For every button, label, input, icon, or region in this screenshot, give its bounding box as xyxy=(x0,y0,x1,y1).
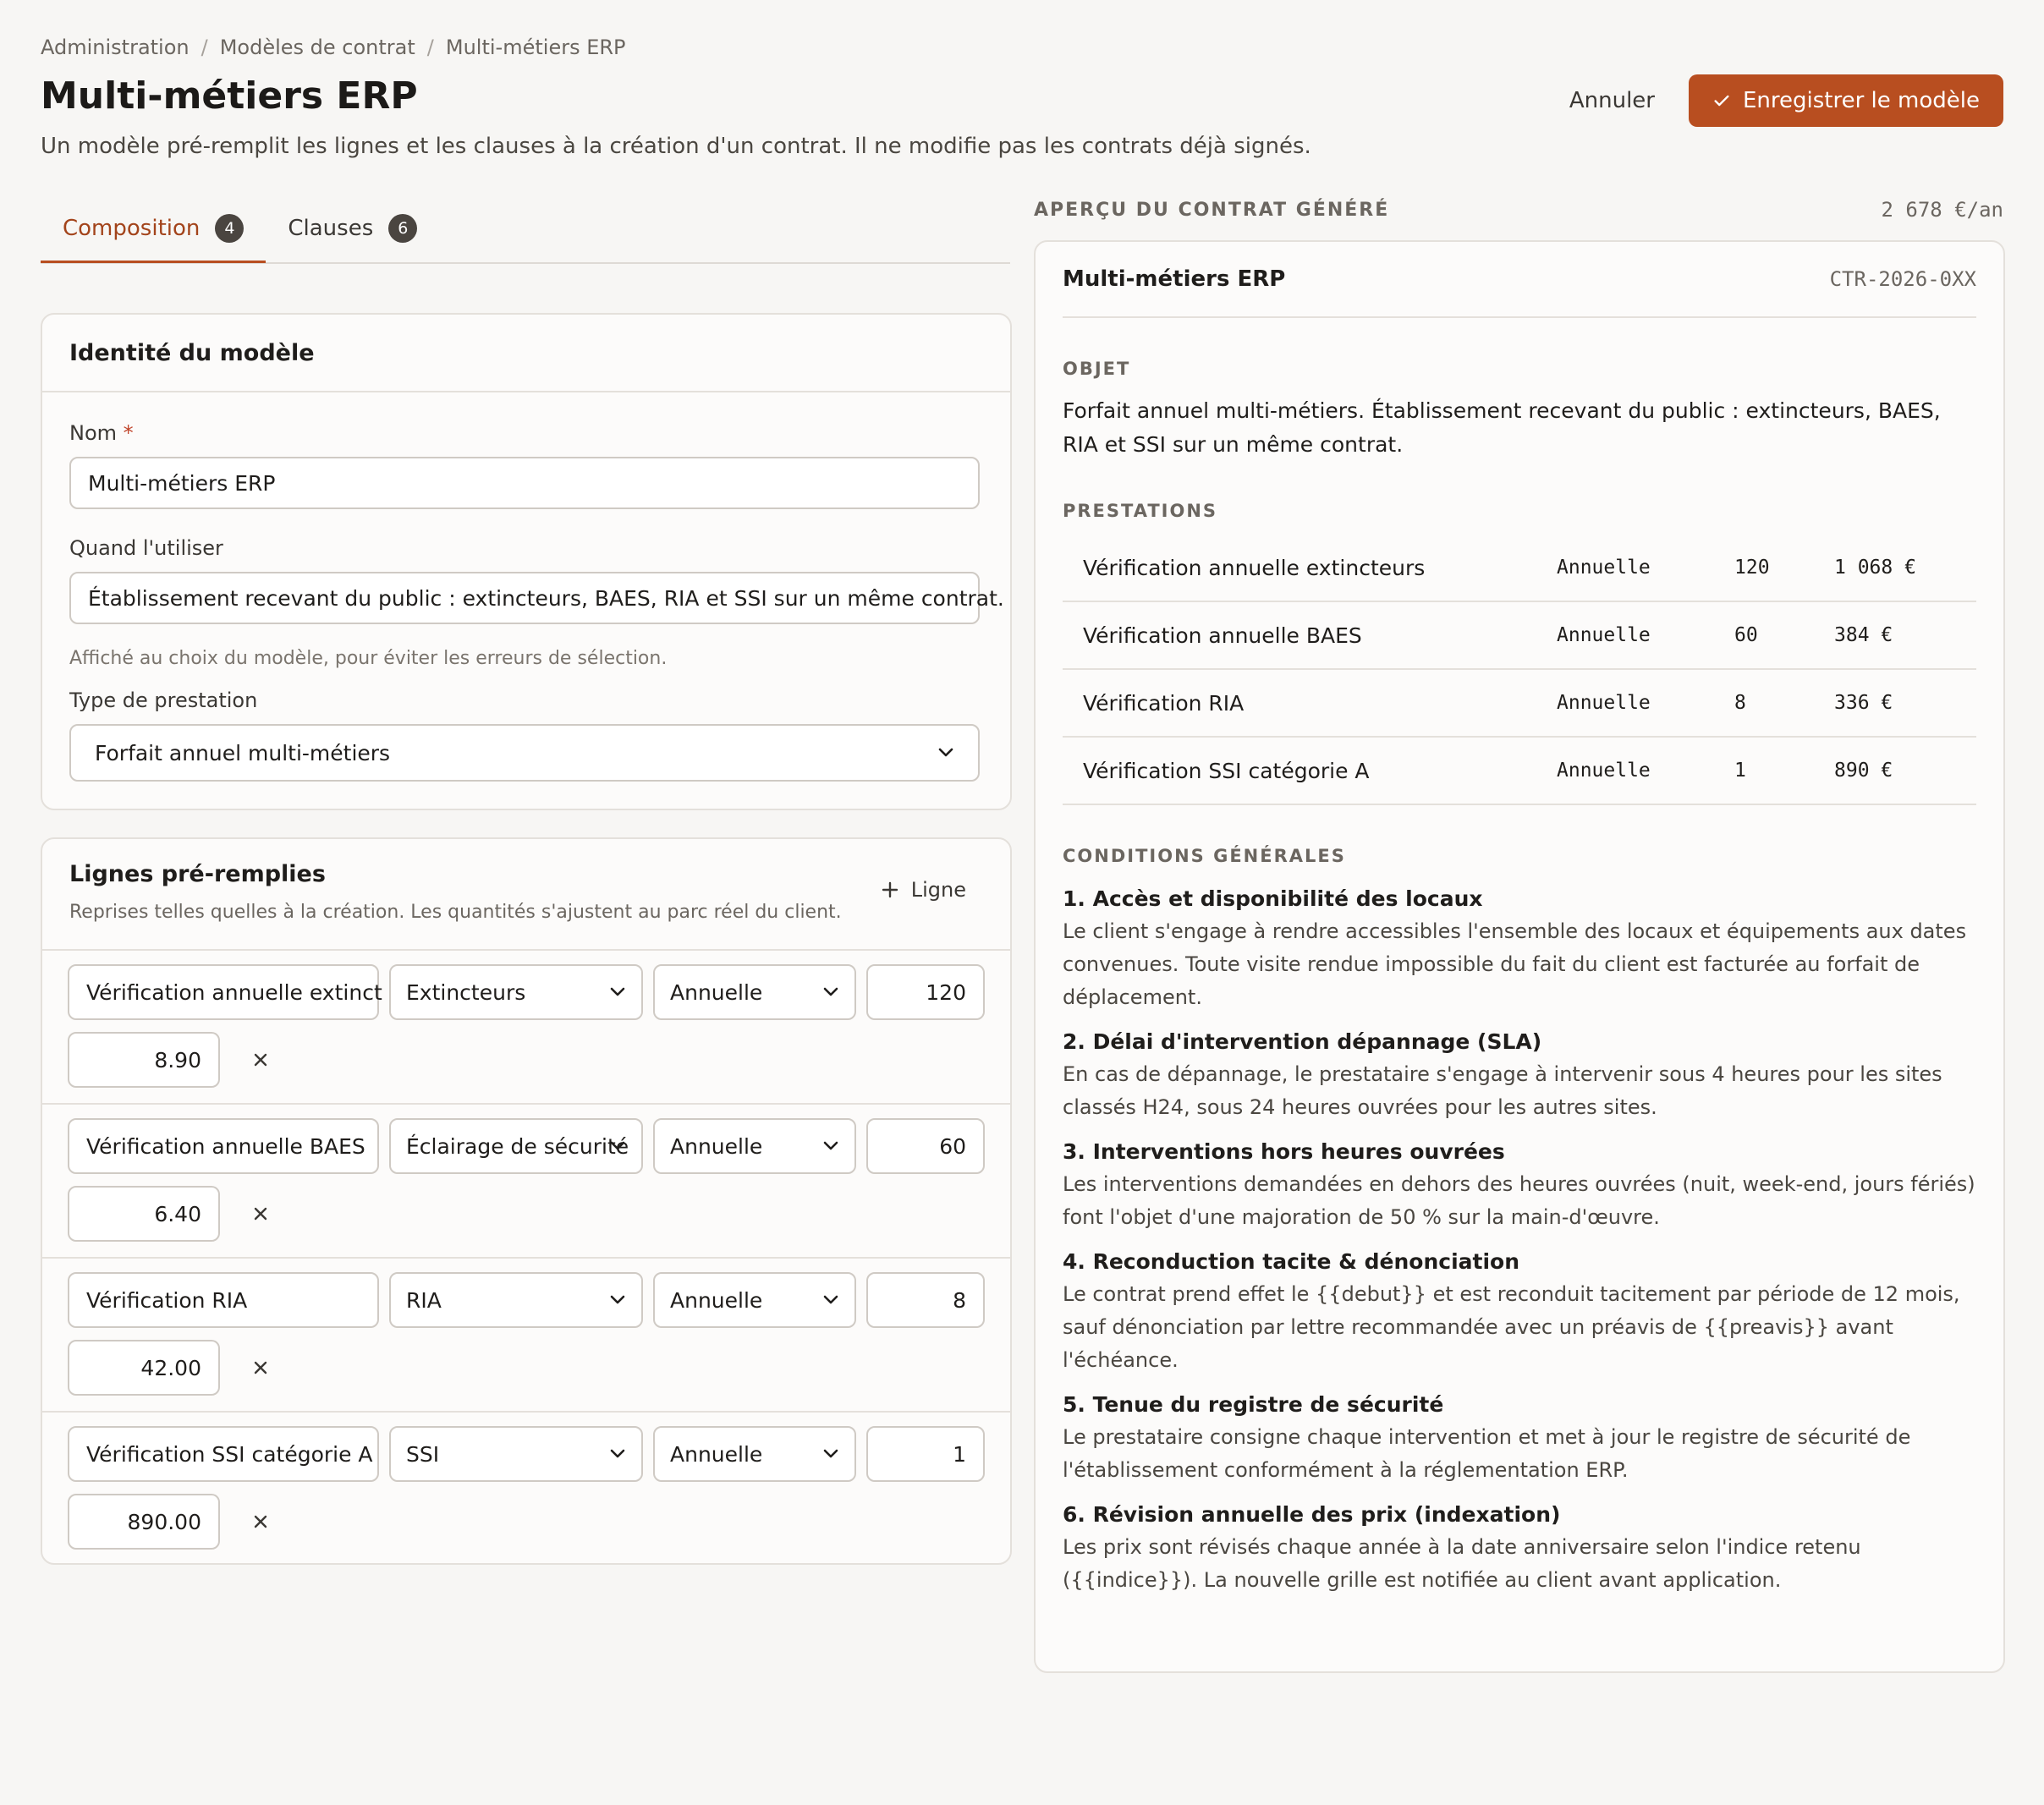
when-hint: Affiché au choix du modèle, pour éviter les erreurs de sélection. xyxy=(69,648,668,669)
chevron-down-icon xyxy=(609,986,626,998)
line-label-input[interactable]: Vérification annuelle extinct xyxy=(68,964,379,1020)
clause-title: 6. Révision annuelle des prix (indexation) xyxy=(1063,1502,1561,1527)
tab-count-badge: 4 xyxy=(215,214,244,243)
name-label xyxy=(69,421,134,445)
line-label-input[interactable]: Vérification annuelle BAES xyxy=(68,1118,379,1174)
clauses-list xyxy=(1063,883,1976,1597)
service-frequency: Annuelle xyxy=(1557,535,1734,601)
contract-preview xyxy=(1034,240,2005,1673)
breadcrumb-item-current: Multi-métiers ERP xyxy=(445,36,626,59)
contract-title: Multi-métiers ERP xyxy=(1063,266,1286,292)
identity-card-title: Identité du modèle xyxy=(69,339,315,366)
save-template-button[interactable] xyxy=(1689,74,2003,127)
clause-title: 4. Reconduction tacite & dénonciation xyxy=(1063,1249,1520,1274)
line-quantity-input[interactable]: 120 xyxy=(866,964,985,1020)
services-table xyxy=(1063,535,1976,805)
save-button-label: Enregistrer le modèle xyxy=(1743,88,1980,113)
line-quantity-input[interactable]: 1 xyxy=(866,1426,985,1482)
service-amount: 890 € xyxy=(1834,737,1976,804)
clause-text: Les interventions demandées en dehors des heures ouvrées (nuit, week-end, jours fériés) font l'objet d'une majoration de 50 % sur la main-d'œuvre. xyxy=(1063,1172,1975,1229)
line-frequency-value: Annuelle xyxy=(670,979,763,1005)
service-quantity: 120 xyxy=(1734,535,1834,601)
line-frequency-value: Annuelle xyxy=(670,1441,763,1467)
contract-header xyxy=(1063,242,1976,318)
service-quantity: 8 xyxy=(1734,669,1834,737)
line-label-input[interactable]: Vérification SSI catégorie A xyxy=(68,1426,379,1482)
clause-title: 1. Accès et disponibilité des locaux xyxy=(1063,886,1483,911)
services-row xyxy=(1063,669,1976,737)
clause-text: En cas de dépannage, le prestataire s'engage à intervenir sous 4 heures pour les sites classés H24, sous 24 heures ouvrées pour les autres sites. xyxy=(1063,1062,1942,1119)
name-input[interactable]: Multi-métiers ERP xyxy=(69,457,980,509)
line-category-value: RIA xyxy=(406,1287,442,1313)
service-amount: 384 € xyxy=(1834,601,1976,669)
tab-clauses[interactable] xyxy=(266,196,439,261)
line-category-select[interactable] xyxy=(389,1118,643,1174)
breadcrumb xyxy=(41,36,626,59)
clause-text: Le client s'engage à rendre accessibles l'ensemble des locaux et équipements aux dates convenues. Toute visite rendue impossible du fait du client est facturée au forfait de déplacement. xyxy=(1063,919,1967,1009)
breadcrumb-item-modeles[interactable]: Modèles de contrat xyxy=(219,36,415,59)
service-frequency: Annuelle xyxy=(1557,601,1734,669)
object-text: Forfait annuel multi-métiers. Établissement recevant du public : extincteurs, BAES, RIA et SSI sur un même contrat. xyxy=(1063,398,1941,457)
preview-total: 2 678 €/an xyxy=(1881,198,2003,222)
cancel-button[interactable]: Annuler xyxy=(1569,88,1655,113)
line-frequency-select[interactable] xyxy=(653,1272,856,1328)
page-title: Multi-métiers ERP xyxy=(41,74,418,118)
identity-card xyxy=(41,313,1012,810)
required-mark: * xyxy=(123,421,134,445)
line-category-value: Éclairage de sécurité xyxy=(406,1133,629,1159)
line-frequency-select[interactable] xyxy=(653,964,856,1020)
close-icon[interactable] xyxy=(249,1510,272,1533)
line-category-select[interactable] xyxy=(389,1426,643,1482)
line-row xyxy=(42,949,1010,1105)
prefilled-lines-card xyxy=(41,837,1012,1565)
clause-text: Les prix sont révisés chaque année à la date anniversaire selon l'indice retenu ({{indice}}). La nouvelle grille est notifiée au client avant application. xyxy=(1063,1535,1861,1592)
add-line-label: Ligne xyxy=(910,878,966,902)
line-frequency-select[interactable] xyxy=(653,1118,856,1174)
service-quantity: 1 xyxy=(1734,737,1834,804)
service-amount: 336 € xyxy=(1834,669,1976,737)
chevron-down-icon xyxy=(609,1294,626,1306)
services-row xyxy=(1063,601,1976,669)
clause-item xyxy=(1063,1389,1976,1487)
close-icon[interactable] xyxy=(249,1048,272,1072)
line-category-select[interactable] xyxy=(389,1272,643,1328)
object-section-label: OBJET xyxy=(1063,359,1131,379)
conditions-section-label: CONDITIONS GÉNÉRALES xyxy=(1063,846,1346,866)
service-quantity: 60 xyxy=(1734,601,1834,669)
clause-item xyxy=(1063,1499,1976,1597)
service-name: Vérification SSI catégorie A xyxy=(1063,737,1557,804)
check-icon xyxy=(1712,91,1731,110)
tab-label: Clauses xyxy=(288,216,374,241)
clause-item xyxy=(1063,1026,1976,1124)
services-section-label: PRESTATIONS xyxy=(1063,501,1218,521)
editor-column xyxy=(41,196,1010,1534)
contract-reference: CTR-2026-0XX xyxy=(1829,267,1976,291)
chevron-down-icon xyxy=(822,986,839,998)
services-row xyxy=(1063,737,1976,804)
breadcrumb-separator: / xyxy=(201,36,208,59)
add-line-button[interactable] xyxy=(881,878,966,902)
tab-count-badge: 6 xyxy=(388,214,417,243)
service-frequency: Annuelle xyxy=(1557,737,1734,804)
chevron-down-icon xyxy=(937,747,954,759)
page-subtitle: Un modèle pré-remplit les lignes et les clauses à la création d'un contrat. Il ne modifie pas les contrats déjà signés. xyxy=(41,134,1311,159)
line-category-value: SSI xyxy=(406,1441,440,1467)
line-frequency-value: Annuelle xyxy=(670,1287,763,1313)
line-unit-price-input[interactable]: 6.40 xyxy=(68,1186,220,1242)
service-frequency: Annuelle xyxy=(1557,669,1734,737)
line-quantity-input[interactable]: 60 xyxy=(866,1118,985,1174)
line-frequency-select[interactable] xyxy=(653,1426,856,1482)
clause-item xyxy=(1063,1246,1976,1377)
name-label-text: Nom xyxy=(69,421,118,445)
preview-label: APERÇU DU CONTRAT GÉNÉRÉ xyxy=(1034,200,1390,221)
line-row xyxy=(42,1103,1010,1259)
line-category-value: Extincteurs xyxy=(406,979,526,1005)
line-row xyxy=(42,1257,1010,1413)
lines-card-title: Lignes pré-remplies xyxy=(69,861,326,887)
tab-composition[interactable] xyxy=(41,196,266,263)
clause-item xyxy=(1063,1136,1976,1234)
when-input[interactable]: Établissement recevant du public : extincteurs, BAES, RIA et SSI sur un même contrat. xyxy=(69,572,980,624)
identity-card-header xyxy=(42,315,1010,392)
chevron-down-icon xyxy=(822,1448,839,1460)
clause-title: 2. Délai d'intervention dépannage (SLA) xyxy=(1063,1029,1542,1054)
type-select-value: Forfait annuel multi-métiers xyxy=(95,740,391,765)
chevron-down-icon xyxy=(822,1294,839,1306)
breadcrumb-separator: / xyxy=(426,36,434,59)
line-unit-price-input[interactable]: 42.00 xyxy=(68,1340,220,1396)
close-icon[interactable] xyxy=(249,1202,272,1226)
clause-text: Le prestataire consigne chaque intervention et met à jour le registre de sécurité de l'établissement conformément à la réglementation ERP. xyxy=(1063,1425,1911,1482)
chevron-down-icon xyxy=(609,1448,626,1460)
services-row xyxy=(1063,535,1976,601)
close-icon[interactable] xyxy=(249,1356,272,1380)
type-label: Type de prestation xyxy=(69,689,258,712)
breadcrumb-item-administration[interactable]: Administration xyxy=(41,36,190,59)
type-select[interactable] xyxy=(69,724,980,782)
service-amount: 1 068 € xyxy=(1834,535,1976,601)
line-unit-price-input[interactable]: 8.90 xyxy=(68,1032,220,1088)
line-label-input[interactable]: Vérification RIA xyxy=(68,1272,379,1328)
service-name: Vérification RIA xyxy=(1063,669,1557,737)
lines-card-subtitle: Reprises telles quelles à la création. Les quantités s'ajustent au parc réel du client. xyxy=(69,902,842,923)
when-label: Quand l'utiliser xyxy=(69,536,223,560)
clause-text: Le contrat prend effet le {{debut}} et est reconduit tacitement par période de 12 mois, sauf dénonciation par lettre recommandée avec un préavis de {{preavis}} avant l'échéance. xyxy=(1063,1282,1960,1372)
line-row xyxy=(42,1411,1010,1566)
plus-icon xyxy=(881,881,899,899)
line-frequency-value: Annuelle xyxy=(670,1133,763,1159)
line-category-select[interactable] xyxy=(389,964,643,1020)
clause-title: 5. Tenue du registre de sécurité xyxy=(1063,1392,1444,1417)
chevron-down-icon xyxy=(822,1140,839,1152)
line-quantity-input[interactable]: 8 xyxy=(866,1272,985,1328)
clause-title: 3. Interventions hors heures ouvrées xyxy=(1063,1139,1505,1164)
header-actions xyxy=(1569,74,2003,127)
tab-label: Composition xyxy=(63,216,201,241)
tab-bar xyxy=(41,196,1010,264)
line-unit-price-input[interactable]: 890.00 xyxy=(68,1494,220,1550)
service-name: Vérification annuelle extincteurs xyxy=(1063,535,1557,601)
clause-item xyxy=(1063,883,1976,1014)
chevron-down-icon xyxy=(609,1140,626,1152)
service-name: Vérification annuelle BAES xyxy=(1063,601,1557,669)
